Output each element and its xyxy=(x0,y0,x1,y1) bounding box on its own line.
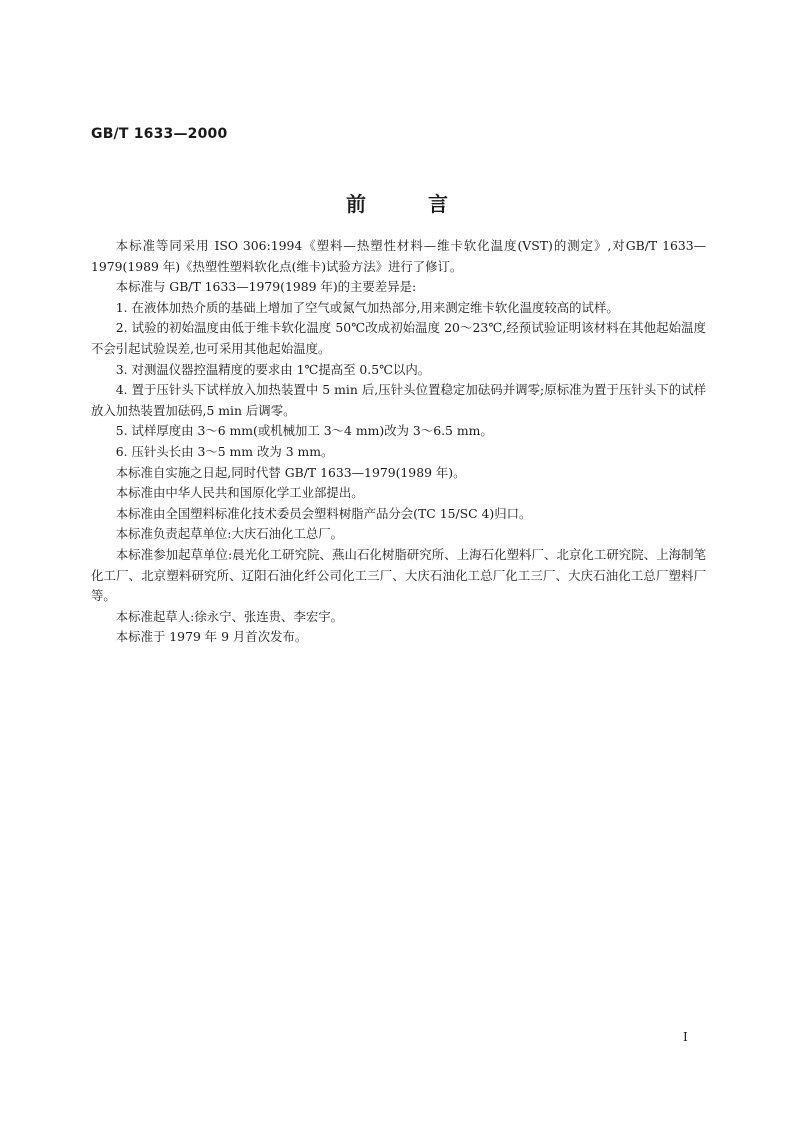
paragraph-difference-5: 5. 试样厚度由 3～6 mm(或机械加工 3～4 mm)改为 3～6.5 mm。 xyxy=(115,423,493,439)
paragraph-replacement: 本标准自实施之日起,同时代替 GB/T 1633—1979(1989 年)。 xyxy=(115,464,466,480)
paragraph-lead-drafter-unit: 本标准负责起草单位:大庆石油化工总厂。 xyxy=(115,526,344,542)
paragraph-participating-units: 本标准参加起草单位:晨光化工研究院、燕山石化树脂研究所、上海石化塑料厂、北京化工研究院、上海制笔化工厂、北京塑料研究所、辽阳石油化纤公司化工三厂、大庆石油化工总厂化工三厂、大庆石油化工总厂塑料厂等。 xyxy=(91,546,706,604)
page-number: I xyxy=(683,1030,688,1044)
paragraph-difference-1: 1. 在液体加热介质的基础上增加了空气或氮气加热部分,用来测定维卡软化温度较高的试样。 xyxy=(115,299,619,315)
document-body xyxy=(91,236,706,648)
paragraph-difference-4: 4. 置于压针头下试样放入加热装置中 5 min 后,压针头位置稳定加砝码并调零;原标准为置于压针头下的试样放入加热装置加砝码,5 min 后调零。 xyxy=(91,382,706,418)
paragraph-difference-2: 2. 试验的初始温度由低于维卡软化温度 50℃改成初始温度 20～23℃,经预试验证明该材料在其他起始温度不会引起试验误差,也可采用其他起始温度。 xyxy=(91,320,706,356)
page-title: 前言 xyxy=(346,192,510,216)
paragraph-proposer: 本标准由中华人民共和国原化学工业部提出。 xyxy=(115,485,364,501)
paragraph-adoption: 本标准等同采用 ISO 306:1994《塑料—热塑性材料—维卡软化温度(VST)的测定》,对GB/T 1633—1979(1989 年)《热塑性塑料软化点(维卡)试验方法》进行了修订。 xyxy=(91,238,706,274)
paragraph-difference-3: 3. 对测温仪器控温精度的要求由 1℃提高至 0.5℃以内。 xyxy=(115,361,431,377)
paragraph-drafters: 本标准起草人:徐永宁、张连贵、李宏宇。 xyxy=(115,608,344,624)
paragraph-first-issue: 本标准于 1979 年 9 月首次发布。 xyxy=(115,629,308,645)
paragraph-committee: 本标准由全国塑料标准化技术委员会塑料树脂产品分会(TC 15/SC 4)归口。 xyxy=(115,505,532,521)
standard-code: GB/T 1633—2000 xyxy=(91,126,228,142)
paragraph-difference-6: 6. 压针头长由 3～5 mm 改为 3 mm。 xyxy=(115,443,334,459)
paragraph-differences-intro: 本标准与 GB/T 1633—1979(1989 年)的主要差异是: xyxy=(115,279,417,295)
